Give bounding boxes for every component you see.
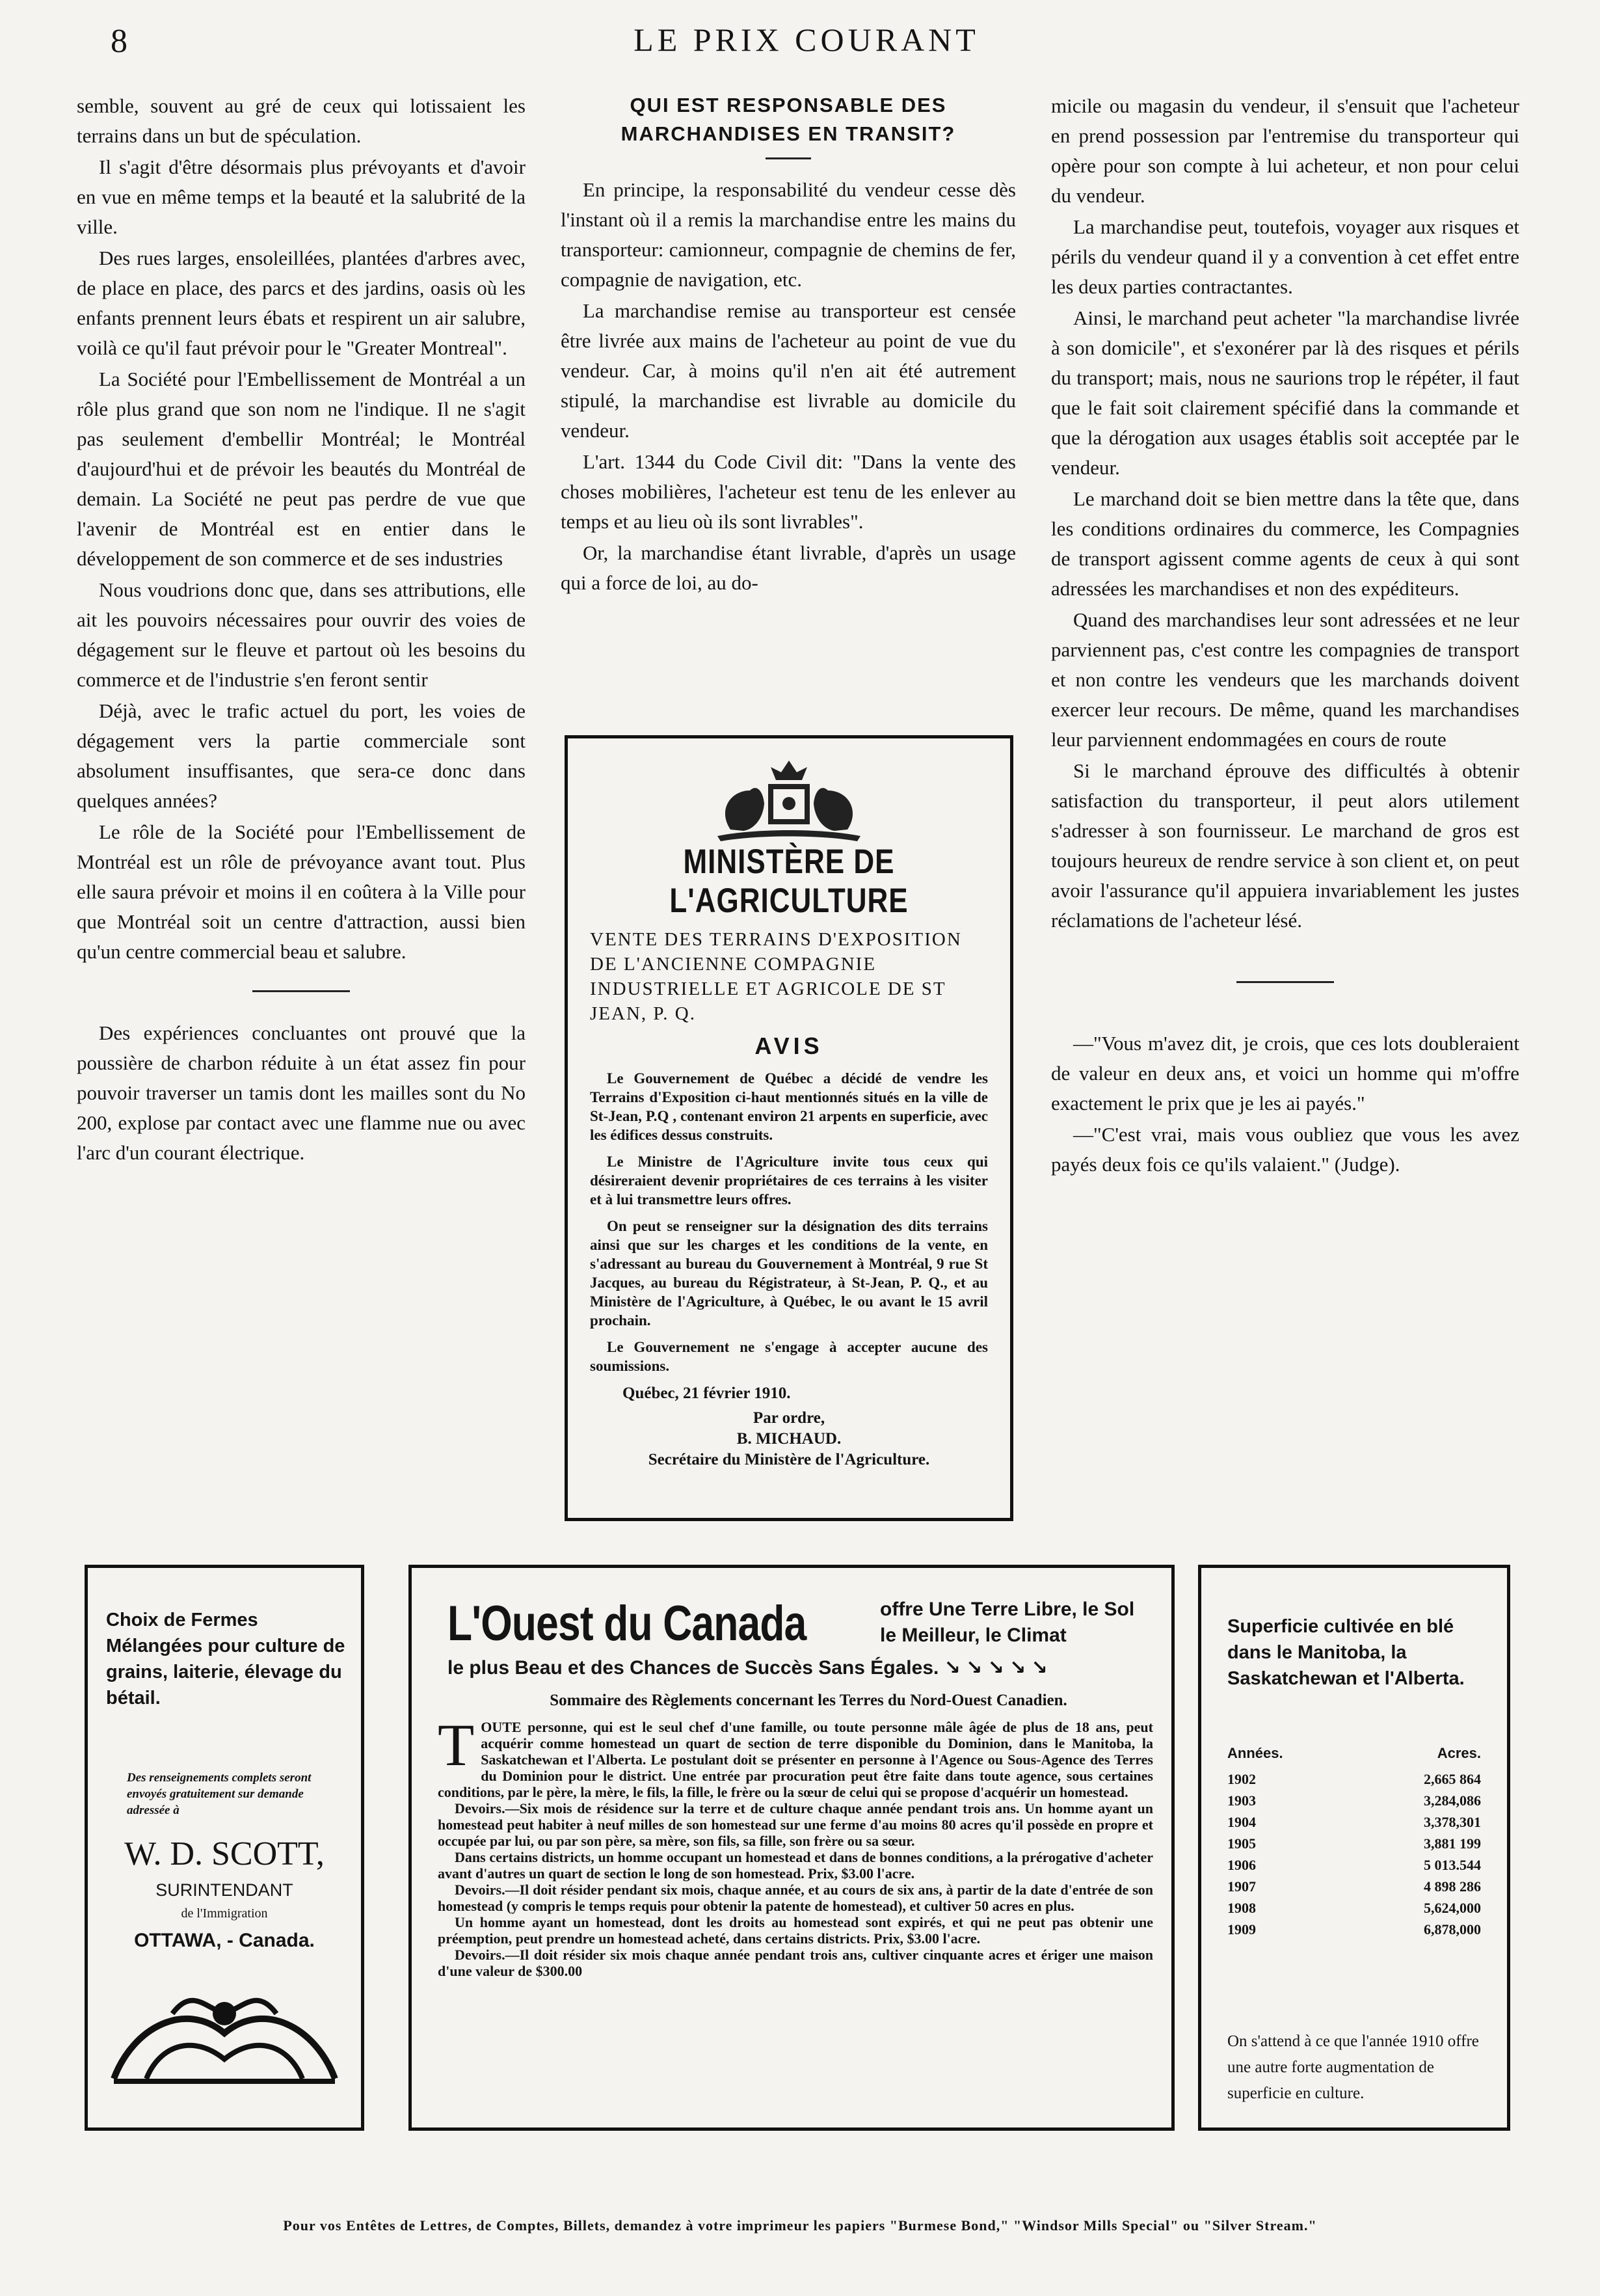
ministry-title: MINISTÈRE DE L'AGRICULTURE — [669, 843, 909, 920]
col3-paragraph: Ainsi, le marchand peut acheter "la marchandise livrée à son domicile", et s'exonérer par là des risques et périls du transport; mais, nous ne saurions trop le répéter, il faut que le fait soit clairement spécifié dans la commande et que la dérogation aux usages établis soit acceptée par le vendeur. — [1051, 306, 1519, 479]
year-cell: 1908 — [1227, 1900, 1256, 1916]
coal-dust-note: Des expériences concluantes ont prouvé que la poussière de charbon réduite à un état assez fin pour pouvoir traverser un tamis dont les mailles sont du No 200, explose par contact avec une flamme nue ou avec l'arc d'un courant électrique. — [77, 1021, 526, 1164]
joke-line: —"C'est vrai, mais vous oubliez que vous les avez payés deux fois ce qu'ils valaient." (Judge). — [1051, 1123, 1519, 1176]
acres-cell: 2,665 864 — [1424, 1771, 1481, 1787]
year-cell: 1907 — [1227, 1878, 1256, 1895]
year-cell: 1905 — [1227, 1835, 1256, 1852]
regulation-paragraph: Un homme ayant un homestead, dont les droits au homestead sont expirés, et qui ne peut pas obtenir une préemption, peut prendre un homestead acheté, dans certains districts. Prix, $3.00 l'acre. — [438, 1914, 1153, 1947]
drop-cap: T — [438, 1712, 475, 1778]
col3-paragraph: La marchandise peut, toutefois, voyager aux risques et périls du vendeur quand il y a convention à cet effet entre les deux parties contractantes. — [1051, 215, 1519, 298]
acres-cell: 3,881 199 — [1424, 1835, 1481, 1852]
regulation-paragraph: Dans certains districts, un homme occupant un homestead et dans de bonnes conditions, a la prérogative d'acheter avant d'autres un quart de section le long de son homestead. Prix, $3.00 l'acre. — [438, 1849, 1153, 1882]
column-2 — [561, 91, 1016, 599]
col2-paragraph: Or, la marchandise étant livrable, d'après un usage qui a force de loi, au do- — [561, 541, 1016, 594]
section-divider — [252, 990, 350, 992]
regulation-paragraph: Devoirs.—Six mois de résidence sur la terre et de culture chaque année pendant trois ans. Un homme ayant un homestead peut habiter à neuf milles de son homestead sur une ferme d'au moins 80 acres qu'il possède en propre et occupée par lui, ou par son père, sa mère, son fils, sa fille, son frère ou sa sœur. — [438, 1800, 1153, 1849]
ad-note: On s'attend à ce que l'année 1910 offre une autre forte augmentation de superficie en culture. — [1227, 2033, 1479, 2102]
table-row — [1227, 1790, 1481, 1811]
regulation-paragraph: Devoirs.—Il doit résider pendant six mois, chaque année, et au cours de six ans, à partir de la date d'entrée de son homestead (y compris le temps requis pour obtenir la patente de homestead), et cultiver 50 acres en plus. — [438, 1882, 1153, 1914]
contact-name: W. D. SCOTT, — [124, 1835, 325, 1872]
acres-cell: 3,378,301 — [1424, 1814, 1481, 1830]
page-number: 8 — [111, 23, 127, 60]
running-title: LE PRIX COURANT — [633, 21, 980, 58]
notice-heading: AVIS — [754, 1033, 823, 1059]
col2-paragraph: L'art. 1344 du Code Civil dit: "Dans la vente des choses mobilières, l'acheteur est tenu de les enlever au temps et au lieu où ils sont livrables". — [561, 450, 1016, 533]
col1-paragraph: La Société pour l'Embellissement de Montréal a un rôle plus grand que son nom ne l'indique. Il ne s'agit pas seulement d'embellir Montréal; le Montréal d'aujourd'hui et de prévoir les beautés du Montréal de demain. La Société ne peut pas perdre de vue que l'avenir de Montréal est en entier dans le développement de son commerce et de ses industries — [77, 368, 526, 570]
ministry-paragraph: Le Ministre de l'Agriculture invite tous ceux qui désireraient devenir propriétaires de ces terrains à les visiter et à lui transmettre leurs offres. — [590, 1154, 988, 1208]
year-cell: 1902 — [1227, 1771, 1256, 1787]
article-title: QUI EST RESPONSABLE DES MARCHANDISES EN TRANSIT? — [620, 94, 956, 145]
ministry-subtitle: VENTE DES TERRAINS D'EXPOSITION DE L'ANCIENNE COMPAGNIE INDUSTRIELLE ET AGRICOLE DE ST JEAN, P. Q. — [590, 929, 962, 1024]
col2-paragraph: La marchandise remise au transporteur est censée être livrée aux mains de l'acheteur au point de vue du vendeur. Car, à moins qu'il n'en ait été autrement stipulé, la marchandise est livrable au domicile du vendeur. — [561, 299, 1016, 442]
ministry-paragraph: Le Gouvernement ne s'engage à accepter aucune des soumissions. — [590, 1339, 988, 1374]
acres-cell: 4 898 286 — [1424, 1878, 1481, 1895]
ministry-notice — [565, 735, 1013, 1521]
col1-paragraph: Des rues larges, ensoleillées, plantées d'arbres avec, de place en place, des parcs et des jardins, oasis où les enfants prennent leurs ébats et respirent un air salubre, voilà ce qu'il faut prévoir pour le "Greater Montreal". — [77, 247, 526, 359]
column-1 — [77, 91, 526, 1169]
notice-date: Québec, 21 février 1910. — [622, 1384, 791, 1402]
ad-info: Des renseignements complets seront envoyés gratuitement sur demande adressée à — [127, 1771, 312, 1817]
col-acres-header: Acres. — [1437, 1745, 1481, 1761]
ministry-paragraph: On peut se renseigner sur la désignation des dits terrains ainsi que sur les charges et les conditions de la vente, en s'adressant au bureau du Gouvernement à Montréal, 9 rue St Jacques, au bureau du Régistrateur, à St-Jean, P. Q., et au Ministère de l'Agriculture, à Québec, le ou avant le 15 avril prochain. — [590, 1218, 988, 1329]
table-row — [1227, 1854, 1481, 1876]
ad-wheat-acreage — [1198, 1565, 1510, 2131]
col3-paragraph: micile ou magasin du vendeur, il s'ensuit que l'acheteur en prend possession par l'entremise du transporteur qui opère pour son compte à lui acheteur, et non pour celui du vendeur. — [1051, 94, 1519, 207]
ad-tagline: offre Une Terre Libre, le Sol le Meilleur, le Climat — [880, 1599, 1135, 1646]
acres-cell: 5 013.544 — [1424, 1857, 1481, 1873]
contact-dept: de l'Immigration — [181, 1906, 268, 1921]
by-order: Par ordre, — [753, 1409, 825, 1427]
ad-headline: Superficie cultivée en blé dans le Manitoba, la Saskatchewan et l'Alberta. — [1227, 1616, 1465, 1689]
col1-paragraph: Nous voudrions donc que, dans ses attributions, elle ait les pouvoirs nécessaires pour ouvrir des voies de dégagement sur le fleuve et partout où les besoins du commerce et de l'industrie s'en feront sentir — [77, 578, 526, 691]
col-year-header: Années. — [1227, 1745, 1283, 1761]
acreage-table — [1227, 1745, 1481, 1940]
acres-cell: 3,284,086 — [1424, 1792, 1481, 1809]
regulation-paragraph: OUTE personne, qui est le seul chef d'une famille, ou toute personne mâle âgée de plus de 18 ans, peut acquérir comme homestead un quart de section de terre disponible du Dominion, dans le Manitoba, la Saskatchewan et l'Alberta. Le postulant doit se présenter en personne à l'Agence ou Sous-Agence des Terres du Dominion pour le district. Une entrée par procuration peut être faite dans toute agence, sous certaines conditions, par le père, la mère, le fils, la fille, le frère ou la sœur de celui qui se propose d'acquérir un homestead. — [438, 1719, 1153, 1800]
section-divider — [1236, 981, 1334, 983]
signatory-title: Secrétaire du Ministère de l'Agriculture. — [648, 1451, 930, 1468]
regulation-paragraph: Devoirs.—Il doit résider six mois chaque année pendant trois ans, cultiver cinquante acres et ériger une maison d'une valeur de $300.00 — [438, 1947, 1153, 1979]
signatory-name: B. MICHAUD. — [736, 1430, 842, 1448]
ad-mixed-farms — [85, 1565, 364, 2131]
col1-paragraph: semble, souvent au gré de ceux qui lotissaient les terrains dans un but de spéculation. — [77, 94, 526, 147]
contact-city: OTTAWA, - Canada. — [134, 1930, 315, 1951]
ad-headline: Choix de Fermes Mélangées pour culture de grains, laiterie, élevage du bétail. — [106, 1610, 345, 1708]
col1-paragraph: Il s'agit d'être désormais plus prévoyants et d'avoir en vue en même temps et la beauté et la salubrité de la ville. — [77, 155, 526, 238]
table-row — [1227, 1876, 1481, 1897]
col3-paragraph: Le marchand doit se bien mettre dans la tête que, dans les conditions ordinaires du commerce, les Compagnies de transport agissent comme agents de ceux à qui sont adressées les marchandises et non des expéditeurs. — [1051, 487, 1519, 600]
col1-paragraph: Le rôle de la Société pour l'Embellissement de Montréal est un rôle de prévoyance avant tout. Plus elle saura prévoir et moins il en coûtera à la Ville pour que Montréal soit un centre d'attraction, aussi bien qu'un centre commercial beau et salubre. — [77, 820, 526, 963]
year-cell: 1904 — [1227, 1814, 1256, 1830]
col3-paragraph: Quand des marchandises leur sont adressées et ne leur parviennent pas, c'est contre les compagnies de transport et non contre les vendeurs que les marchands doivent exercer leur recours. De même, quand les marchandises leur parviennent endommagées en cours de route — [1051, 608, 1519, 751]
col3-paragraph: Si le marchand éprouve des difficultés à obtenir satisfaction du transporteur, il peut alors utilement s'adresser à son fournisseur. Le marchand de gros est toujours heureux de rendre service à son client et, on peut avoir l'assurance qu'il appuiera invariablement les justes réclamations de l'acheteur lésé. — [1051, 759, 1519, 932]
table-row — [1227, 1897, 1481, 1919]
table-row — [1227, 1811, 1481, 1833]
ministry-paragraph: Le Gouvernement de Québec a décidé de vendre les Terrains d'Exposition ci-haut mentionnés situés en la ville de St-Jean, P.Q , contenant environ 21 arpents en superficie, avec les édifices dessus construits. — [590, 1070, 988, 1143]
column-3 — [1051, 91, 1519, 1181]
regulations-body — [438, 1712, 1153, 1979]
ornament-icon — [107, 1988, 341, 2085]
table-row — [1227, 1768, 1481, 1790]
acres-cell: 5,624,000 — [1424, 1900, 1481, 1916]
title-divider — [766, 157, 811, 159]
regulations-summary: Sommaire des Règlements concernant les Terres du Nord-Ouest Canadien. — [550, 1692, 1067, 1709]
table-row — [1227, 1919, 1481, 1940]
table-row — [1227, 1833, 1481, 1854]
col2-paragraph: En principe, la responsabilité du vendeur cesse dès l'instant où il a remis la marchandise entre les mains du transporteur: camionneur, compagnie de chemins de fer, compagnie de navigation, etc. — [561, 178, 1016, 291]
coat-of-arms-icon — [691, 758, 887, 843]
col1-paragraph: Déjà, avec le trafic actuel du port, les voies de dégagement vers la partie commerciale sont absolument insuffisantes, que sera-ce donc dans quelques années? — [77, 699, 526, 812]
ad-west-canada — [408, 1565, 1175, 2131]
year-cell: 1906 — [1227, 1857, 1256, 1873]
year-cell: 1903 — [1227, 1792, 1256, 1809]
acres-cell: 6,878,000 — [1424, 1921, 1481, 1938]
page-header — [91, 18, 1522, 64]
contact-role: SURINTENDANT — [155, 1880, 293, 1900]
ad-title: L'Ouest du Canada — [447, 1596, 807, 1651]
joke-line: —"Vous m'avez dit, je crois, que ces lots doubleraient de valeur en deux ans, et voici un homme qui m'offre exactement le prix que je les ai payés." — [1051, 1032, 1519, 1114]
footer-ad-line: Pour vos Entêtes de Lettres, de Comptes, Billets, demandez à votre imprimeur les papiers "Burmese Bond," "Windsor Mills Special" ou "Silver Stream." — [283, 2217, 1317, 2234]
ad-tagline-2: le plus Beau et des Chances de Succès Sans Égales. ↘ ↘ ↘ ↘ ↘ — [447, 1657, 1048, 1679]
year-cell: 1909 — [1227, 1921, 1256, 1938]
